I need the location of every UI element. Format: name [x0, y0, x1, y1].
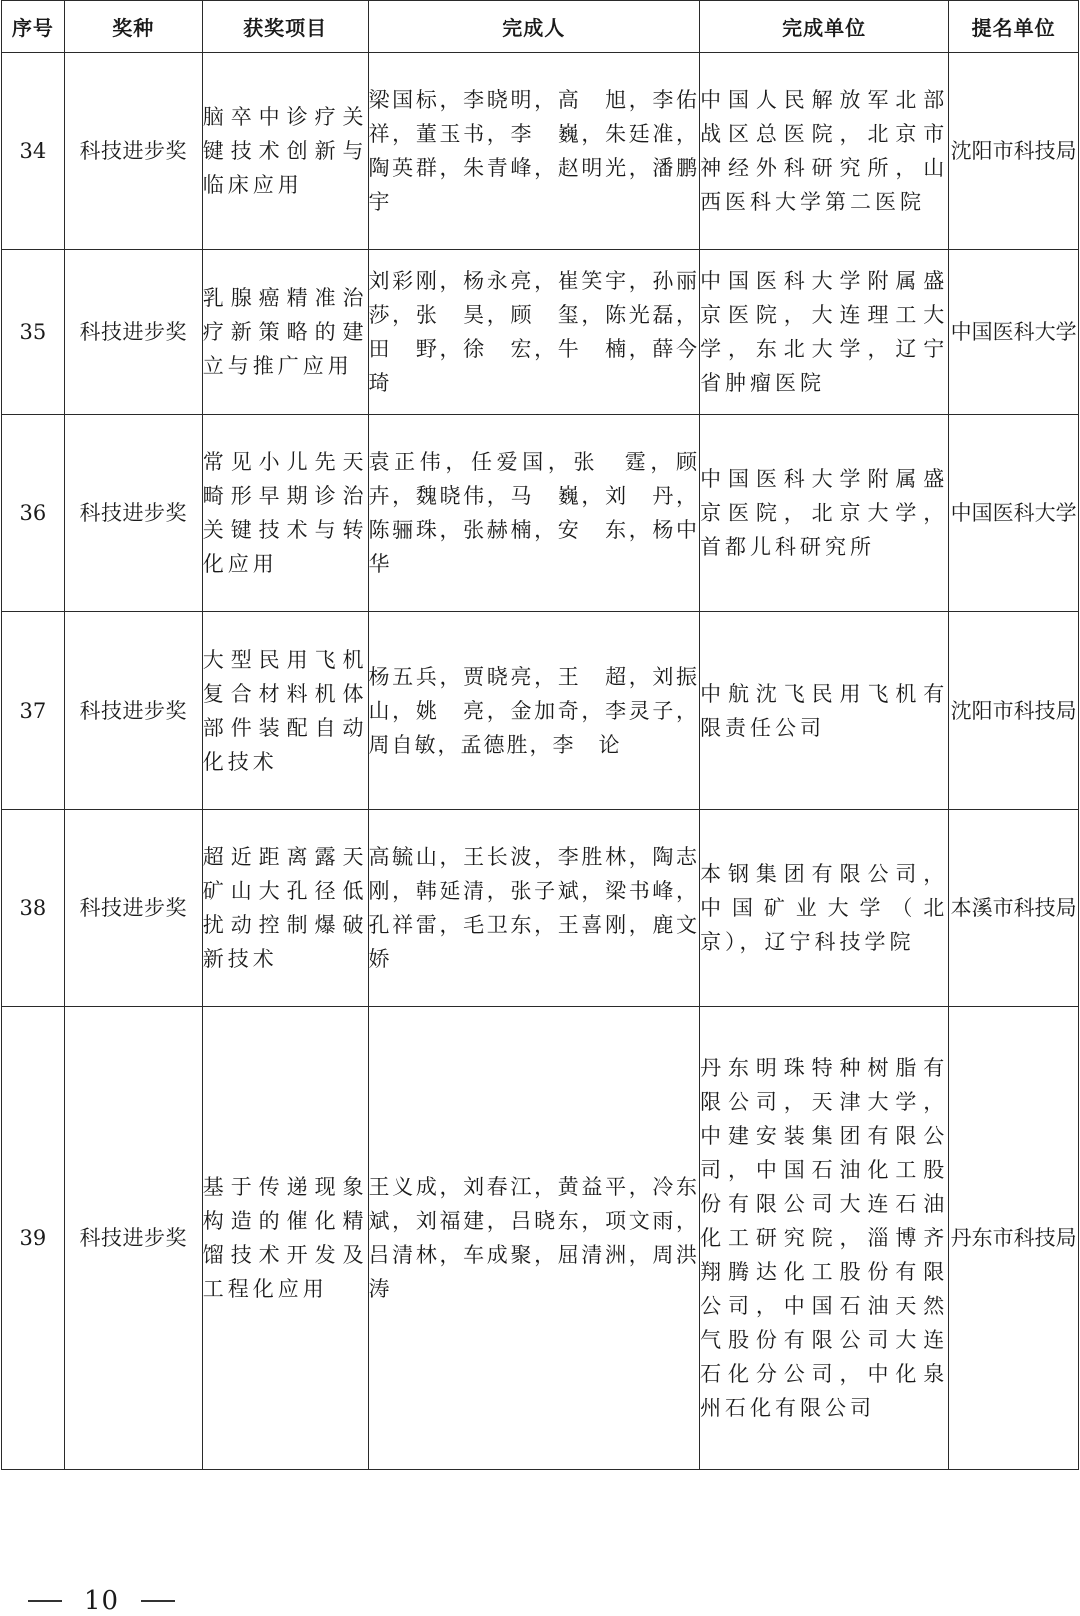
cell-project: 超近距离露天矿山大孔径低扰动控制爆破新技术 — [202, 810, 368, 1007]
cell-award-type: 科技进步奖 — [64, 810, 202, 1007]
cell-seq: 36 — [2, 415, 65, 612]
cell-units: 中国人民解放军北部战区总医院，北京市神经外科研究所，山西医科大学第二医院 — [700, 53, 949, 250]
cell-award-type: 科技进步奖 — [64, 53, 202, 250]
header-seq: 序号 — [2, 1, 65, 53]
header-people: 完成人 — [368, 1, 700, 53]
cell-people: 刘彩刚，杨永亮，崔笑宇，孙丽莎，张 昊，顾 玺，陈光磊，田 野，徐 宏，牛 楠，薛今琦 — [368, 250, 700, 415]
table-row — [2, 612, 1079, 810]
table-row — [2, 250, 1079, 415]
table-row — [2, 810, 1079, 1007]
cell-nominator: 中国医科大学 — [949, 415, 1079, 612]
cell-people: 高毓山，王长波，李胜林，陶志刚，韩延清，张子斌，梁书峰，孔祥雷，毛卫东，王喜刚，鹿文娇 — [368, 810, 700, 1007]
footer-dash-right — [141, 1600, 175, 1602]
cell-project: 脑卒中诊疗关键技术创新与临床应用 — [202, 53, 368, 250]
cell-award-type: 科技进步奖 — [64, 1007, 202, 1470]
cell-seq: 35 — [2, 250, 65, 415]
header-units: 完成单位 — [700, 1, 949, 53]
awards-table — [1, 0, 1079, 1470]
cell-units: 丹东明珠特种树脂有限公司，天津大学，中建安装集团有限公司，中国石油化工股份有限公司大连石油化工研究院，淄博齐翔腾达化工股份有限公司，中国石油天然气股份有限公司大连石化分公司，中化泉州石化有限公司 — [700, 1007, 949, 1470]
cell-award-type: 科技进步奖 — [64, 612, 202, 810]
cell-nominator: 沈阳市科技局 — [949, 612, 1079, 810]
cell-units: 中航沈飞民用飞机有限责任公司 — [700, 612, 949, 810]
page-footer — [28, 1586, 228, 1616]
header-award-type: 奖种 — [64, 1, 202, 53]
cell-units: 中国医科大学附属盛京医院，大连理工大学，东北大学，辽宁省肿瘤医院 — [700, 250, 949, 415]
header-nominator: 提名单位 — [949, 1, 1079, 53]
cell-project: 大型民用飞机复合材料机体部件装配自动化技术 — [202, 612, 368, 810]
cell-units: 本钢集团有限公司，中国矿业大学（北京），辽宁科技学院 — [700, 810, 949, 1007]
cell-project: 乳腺癌精准治疗新策略的建立与推广应用 — [202, 250, 368, 415]
cell-nominator: 本溪市科技局 — [949, 810, 1079, 1007]
header-project: 获奖项目 — [202, 1, 368, 53]
cell-people: 梁国标，李晓明，高 旭，李佑祥，董玉书，李 巍，朱廷准，陶英群，朱青峰，赵明光，潘鹏宇 — [368, 53, 700, 250]
table-row — [2, 53, 1079, 250]
cell-nominator: 沈阳市科技局 — [949, 53, 1079, 250]
cell-project: 基于传递现象构造的催化精馏技术开发及工程化应用 — [202, 1007, 368, 1470]
cell-seq: 39 — [2, 1007, 65, 1470]
cell-people: 王义成，刘春江，黄益平，冷东斌，刘福建，吕晓东，项文雨，吕清林，车成聚，屈清洲，周洪涛 — [368, 1007, 700, 1470]
cell-units: 中国医科大学附属盛京医院，北京大学，首都儿科研究所 — [700, 415, 949, 612]
cell-award-type: 科技进步奖 — [64, 415, 202, 612]
cell-project: 常见小儿先天畸形早期诊治关键技术与转化应用 — [202, 415, 368, 612]
cell-seq: 37 — [2, 612, 65, 810]
cell-award-type: 科技进步奖 — [64, 250, 202, 415]
cell-nominator: 丹东市科技局 — [949, 1007, 1079, 1470]
cell-people: 袁正伟，任爱国，张 霆，顾 卉，魏晓伟，马 巍，刘 丹，陈骊珠，张赫楠，安 东，杨中华 — [368, 415, 700, 612]
table-row — [2, 1007, 1079, 1470]
cell-seq: 34 — [2, 53, 65, 250]
cell-nominator: 中国医科大学 — [949, 250, 1079, 415]
table-row — [2, 415, 1079, 612]
cell-seq: 38 — [2, 810, 65, 1007]
header-row — [2, 1, 1079, 53]
cell-people: 杨五兵，贾晓亮，王 超，刘振山，姚 亮，金加奇，李灵子，周自敏，孟德胜，李 论 — [368, 612, 700, 810]
footer-dash-left — [28, 1600, 62, 1602]
page-number: 10 — [84, 1586, 120, 1616]
